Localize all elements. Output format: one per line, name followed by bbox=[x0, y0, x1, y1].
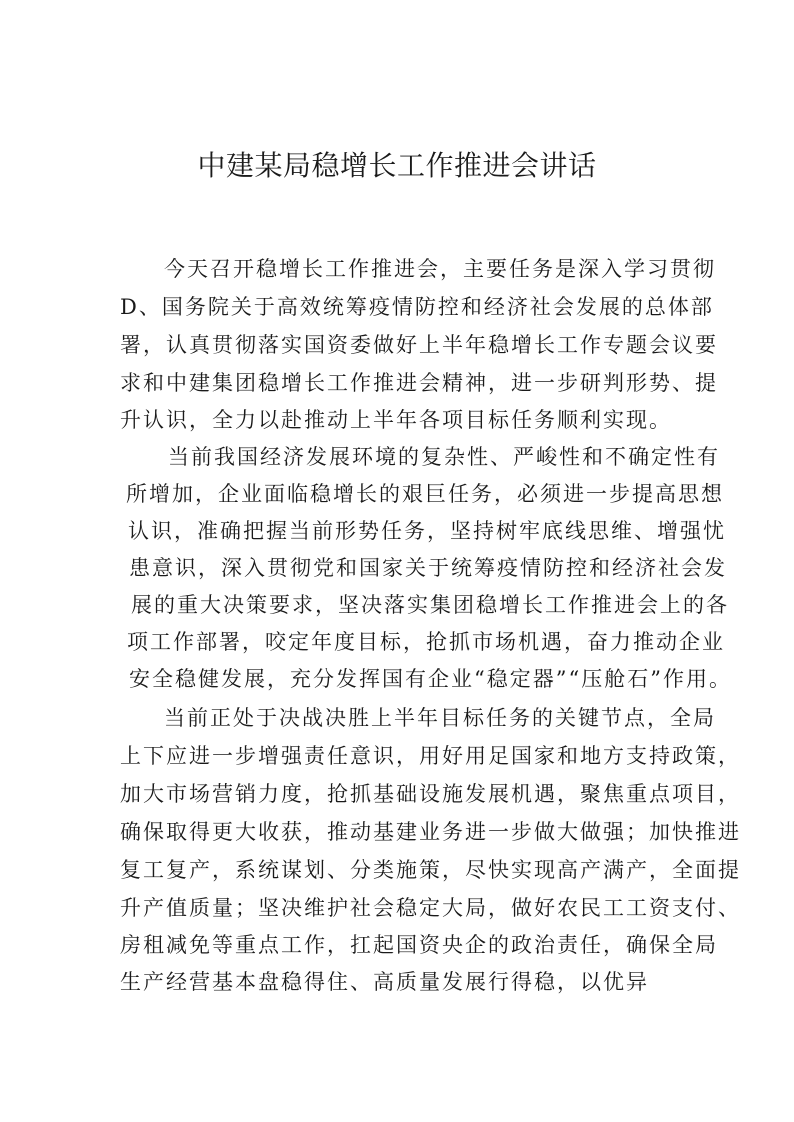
paragraph-3-line-7: 房租减免等重点工作，扛起国资央企的政治责任，确保全局 bbox=[120, 933, 718, 957]
paragraph-1-line-2: D、国务院关于高效统筹疫情防控和经济社会发展的总体部 bbox=[120, 295, 714, 319]
paragraph-2-line-7: 安全稳健发展，充分发挥国有企业“稳定器”“压舱石”作用。 bbox=[129, 667, 732, 691]
paragraph-3-line-6: 升产值质量；坚决维护社会稳定大局，做好农民工工资支付、 bbox=[120, 896, 741, 920]
paragraph-3-line-2: 上下应进一步增强责任意识，用好用足国家和地方支持政策， bbox=[120, 744, 741, 768]
paragraph-2-line-5: 展的重大决策要求，坚决落实集团稳增长工作推进会上的各 bbox=[131, 593, 729, 617]
paragraph-2-line-1: 当前我国经济发展环境的复杂性、严峻性和不确定性有 bbox=[168, 445, 720, 469]
paragraph-2-line-6: 项工作部署，咬定年度目标，抢抓市场机遇，奋力推动企业 bbox=[127, 630, 725, 654]
paragraph-3-line-4: 确保取得更大收获，推动基建业务进一步做大做强；加快推进 bbox=[120, 820, 741, 844]
paragraph-3-line-1: 当前正处于决战决胜上半年目标任务的关键节点，全局 bbox=[164, 706, 716, 730]
paragraph-3-line-3: 加大市场营销力度，抢抓基础设施发展机遇，聚焦重点项目， bbox=[120, 782, 741, 806]
paragraph-3-line-5: 复工复产，系统谋划、分类施策，尽快实现高产满产，全面提 bbox=[120, 858, 741, 882]
paragraph-2-line-2: 所增加，企业面临稳增长的艰巨任务，必须进一步提高思想 bbox=[126, 482, 724, 506]
paragraph-2-line-4: 患意识，深入贯彻党和国家关于统筹疫情防控和经济社会发 bbox=[129, 556, 727, 580]
paragraph-1-line-4: 求和中建集团稳增长工作推进会精神，进一步研判形势、提 bbox=[120, 371, 718, 395]
paragraph-3-line-8: 生产经营基本盘稳得住、高质量发展行得稳，以优异 bbox=[120, 970, 649, 994]
document-title: 中建某局稳增长工作推进会讲话 bbox=[197, 149, 597, 182]
paragraph-2-line-3: 认识，准确把握当前形势任务，坚持树牢底线思维、增强忧 bbox=[128, 519, 726, 543]
paragraph-1-line-1: 今天召开稳增长工作推进会，主要任务是深入学习贯彻 bbox=[164, 257, 716, 281]
paragraph-1-line-5: 升认识，全力以赴推动上半年各项目标任务顺利实现。 bbox=[120, 408, 672, 432]
paragraph-1-line-3: 署，认真贯彻落实国资委做好上半年稳增长工作专题会议要 bbox=[120, 333, 718, 357]
